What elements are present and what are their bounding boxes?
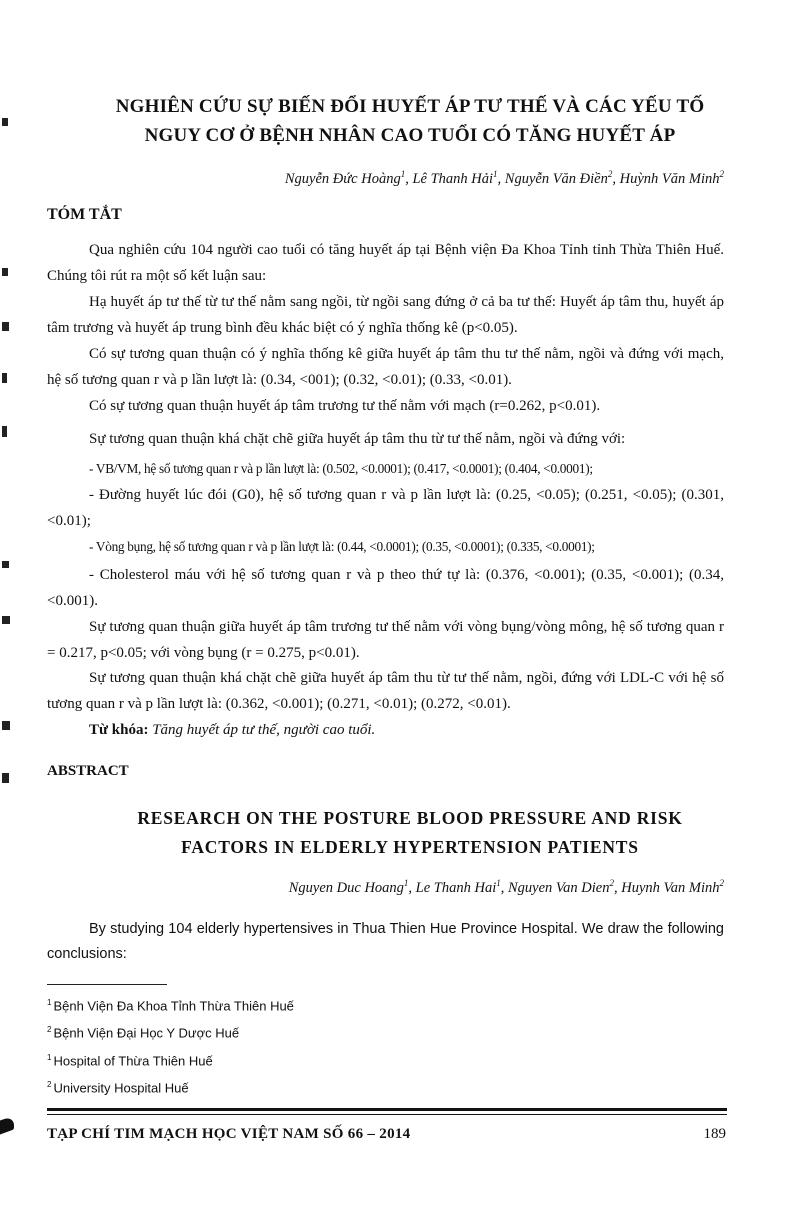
author: Nguyen Van Dien$^2$, [508,878,622,896]
summary-paragraph: Sự tương quan thuận khá chặt chẽ giữa huyết áp tâm thu từ tư thế nằm, ngồi và đứng với: [89,431,626,447]
summary-heading: TÓM TẮT [47,206,122,223]
title-line-2: FACTORS IN ELDERLY HYPERTENSION PATIENTS [181,837,639,857]
summary-list-item: - VB/VM, hệ số tương quan r và p lần lượt là: (0.502, <0.0001); (0.417, <0.0001); (0.404, <0.0001); [89,461,593,476]
author: Lê Thanh Hải$^1$, [412,169,505,187]
footnote: $^1$ Bệnh Viện Đa Khoa Tỉnh Thừa Thiên Huế [47,998,294,1014]
summary-paragraph: Sự tương quan thuận khá chặt chẽ giữa huyết áp tâm thu từ tư thế nằm, ngồi, đứng với LDL-C với hệ số tương quan r và p lần lượt là: (0.362, <0.001); (0.271, <0.01); (0.272, <0.01). [47,670,724,712]
footnote-divider [47,984,167,985]
footnotes [47,991,294,1100]
journal-name: TẠP CHÍ TIM MẠCH HỌC VIỆT NAM SỐ 66 – 2014 [47,1126,411,1142]
author: Nguyen Duc Hoang$^1$, [288,878,416,896]
title-line-1: NGHIÊN CỨU SỰ BIẾN ĐỔI HUYẾT ÁP TƯ THẾ VÀ CÁC YẾU TỐ [115,96,705,117]
title-line-2: NGUY CƠ Ở BỆNH NHÂN CAO TUỔI CÓ TĂNG HUYẾT ÁP [144,125,676,146]
summary-paragraph: Qua nghiên cứu 104 người cao tuổi có tăng huyết áp tại Bệnh viện Đa Khoa Tỉnh tỉnh Thừa Thiên Huế. Chúng tôi rút ra một số kết luận sau: [47,242,724,284]
summary-paragraph: Hạ huyết áp tư thế từ tư thế nằm sang ngồi, từ ngồi sang đứng ở cả ba tư thế: Huyết áp tâm thu, huyết áp tâm trương và huyết áp trung bình đều khác biệt có ý nghĩa thống kê (p<0.05). [47,294,724,336]
scan-margin-artifacts [0,0,16,1214]
author: Nguyễn Đức Hoàng$^1$, [284,169,413,187]
keywords-line [47,718,724,744]
author-list-vietnamese [285,169,724,188]
binding-mark [0,1115,14,1134]
author: Le Thanh Hai$^1$, [415,878,508,896]
keywords-label: Từ khóa: [89,722,149,738]
summary-list-item: - Vòng bụng, hệ số tương quan r và p lần lượt là: (0.44, <0.0001); (0.35, <0.0001); (0.335, <0.0001); [89,539,595,554]
footnote: $^1$ Hospital of Thừa Thiên Huế [47,1052,213,1068]
author: Nguyễn Văn Điền$^2$, [504,169,620,187]
title-line-1: RESEARCH ON THE POSTURE BLOOD PRESSURE AND RISK [137,808,683,828]
footnote: $^2$ Bệnh Viện Đại Học Y Dược Huế [47,1025,240,1041]
abstract-heading: ABSTRACT [47,763,129,779]
footnote: $^2$ University Hospital Huế [47,1079,189,1096]
footer-rule [47,1108,727,1111]
summary-list-item: - Cholesterol máu với hệ số tương quan r và p theo thứ tự là: (0.376, <0.001); (0.35, <0.001); (0.34, <0.001). [47,567,724,609]
keywords-text: Tăng huyết áp tư thế, người cao tuổi. [152,722,376,738]
author: Huynh Van Minh$^2$ [621,878,724,896]
page-number: 189 [703,1126,726,1142]
summary-paragraph: Có sự tương quan thuận huyết áp tâm trương tư thế nằm với mạch (r=0.262, p<0.01). [89,398,601,414]
abstract-paragraph: By studying 104 elderly hypertensives in Thua Thien Hue Province Hospital. We draw the following conclusions: [47,921,724,962]
summary-paragraph: Sự tương quan thuận giữa huyết áp tâm trương tư thế nằm với vòng bụng/vòng mông, hệ số tương quan r = 0.217, p<0.05; với vòng bụng (r = 0.275, p<0.01). [47,619,724,661]
summary-list-item: - Đường huyết lúc đói (G0), hệ số tương quan r và p lần lượt là: (0.25, <0.05); (0.251, <0.05); (0.301, <0.01); [47,487,724,529]
author: Huỳnh Văn Minh$^2$ [619,169,724,187]
article-title-vietnamese [60,92,760,150]
article-title-english [60,804,760,862]
footer-rule-thin [47,1114,727,1115]
author-list-english [289,878,724,897]
summary-paragraph: Có sự tương quan thuận có ý nghĩa thống kê giữa huyết áp tâm thu tư thế nằm, ngồi và đứng với mạch, hệ số tương quan r và p lần lượt là: (0.34, <001); (0.32, <0.01); (0.33, <0.01). [47,346,724,388]
